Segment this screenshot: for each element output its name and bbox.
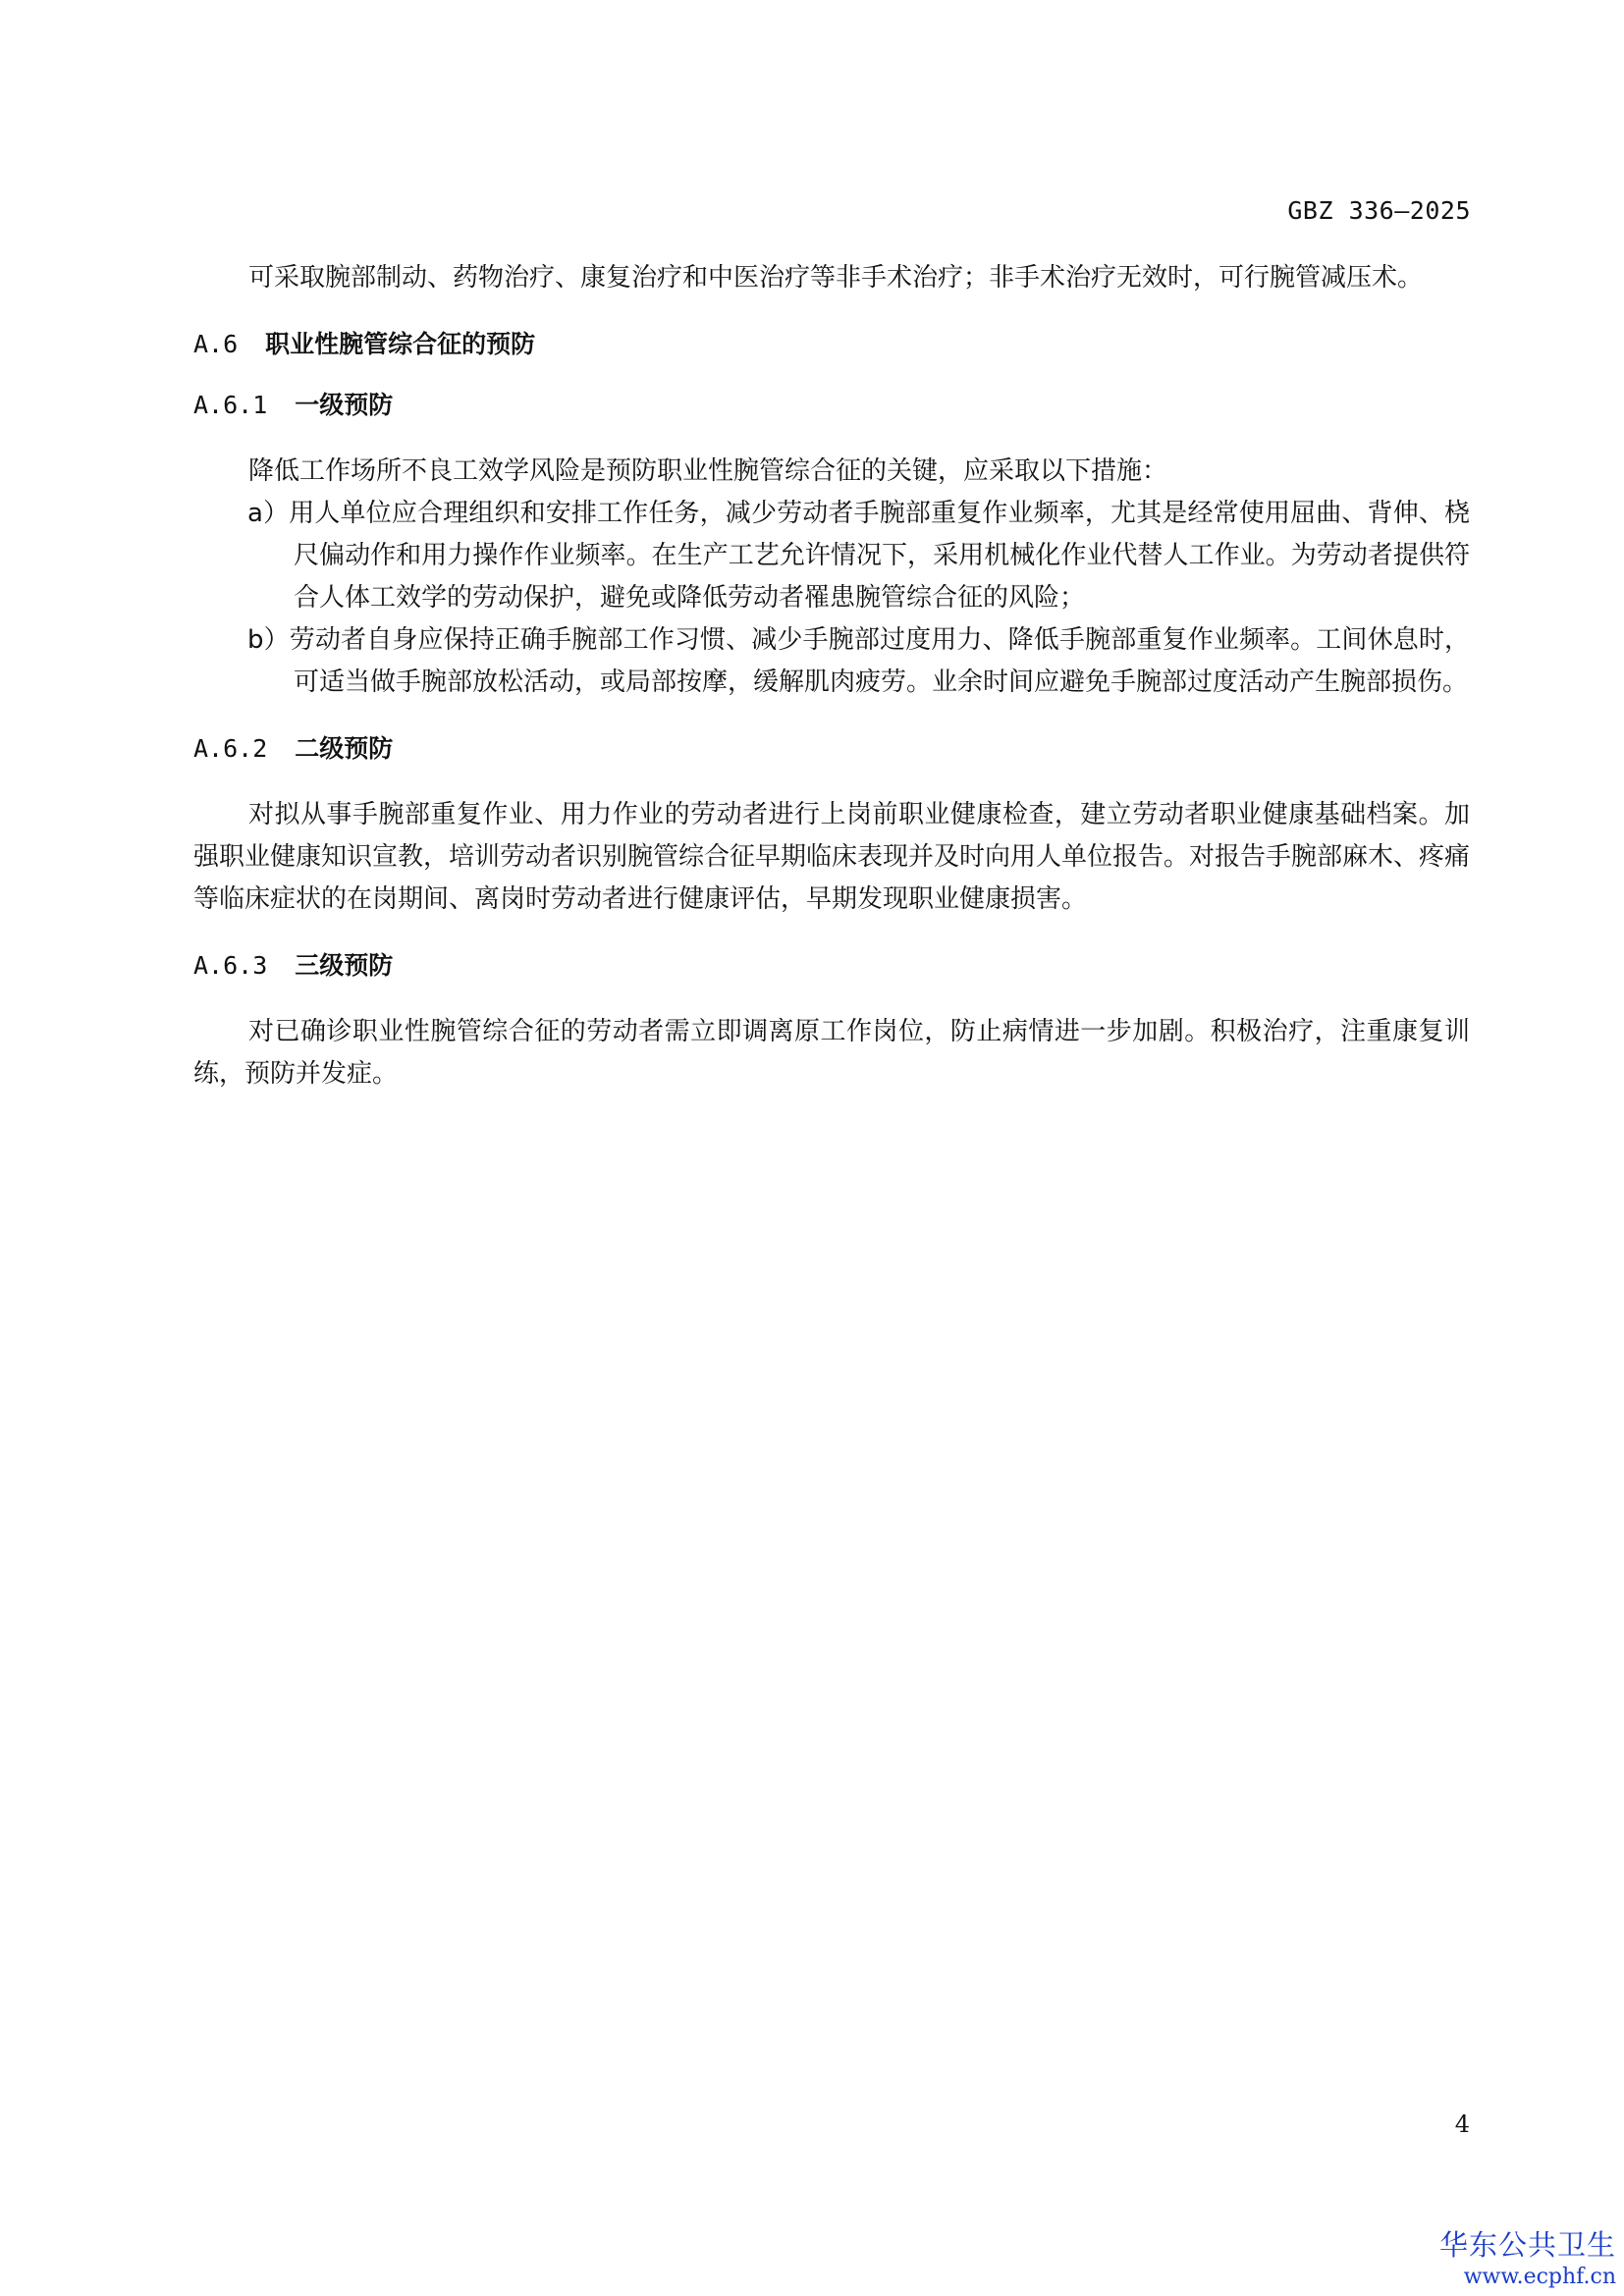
page-content bbox=[193, 257, 1470, 1095]
section-a62-heading bbox=[193, 733, 1470, 765]
document-code: GBZ 336—2025 bbox=[1287, 196, 1471, 225]
section-a6-title: 职业性腕管综合征的预防 bbox=[265, 330, 536, 358]
watermark-url: www.ecphf.cn bbox=[1463, 2265, 1616, 2289]
section-a62-text: 对拟从事手腕部重复作业、用力作业的劳动者进行上岗前职业健康检查，建立劳动者职业健康基础档案。加强职业健康知识宣教，培训劳动者识别腕管综合征早期临床表现并及时向用人单位报告。对报告手腕部麻木、疼痛等临床症状的在岗期间、离岗时劳动者进行健康评估，早期发现职业健康损害。 bbox=[193, 800, 1471, 914]
section-a63-number: A.6.3 bbox=[193, 951, 268, 980]
watermark bbox=[1439, 2227, 1616, 2292]
section-a63-title: 三级预防 bbox=[295, 951, 394, 980]
page-number: 4 bbox=[1454, 2110, 1470, 2138]
watermark-name: 华东公共卫生 bbox=[1438, 2228, 1616, 2262]
section-a62-title: 二级预防 bbox=[295, 734, 394, 763]
section-a61-number: A.6.1 bbox=[193, 391, 268, 419]
section-a63-heading bbox=[193, 950, 1470, 982]
section-a61-intro: 降低工作场所不良工效学风险是预防职业性腕管综合征的关键，应采取以下措施： bbox=[248, 456, 1168, 486]
measures-list bbox=[193, 493, 1470, 704]
section-a6-heading bbox=[193, 329, 1470, 360]
section-a62-number: A.6.2 bbox=[193, 734, 268, 763]
section-a63-text: 对已确诊职业性腕管综合征的劳动者需立即调离原工作岗位，防止病情进一步加剧。积极治疗，注重康复训练，预防并发症。 bbox=[193, 1017, 1470, 1089]
section-a6-number: A.6 bbox=[193, 330, 239, 358]
section-a61-heading bbox=[193, 390, 1470, 421]
list-item: a）用人单位应合理组织和安排工作任务，减少劳动者手腕部重复作业频率，尤其是经常使用屈曲、背伸、桡尺偏动作和用力操作作业频率。在生产工艺允许情况下，采用机械化作业代替人工作业。为劳动者提供符合人体工效学的劳动保护，避免或降低劳动者罹患腕管综合征的风险； bbox=[247, 499, 1470, 613]
intro-paragraph: 可采取腕部制动、药物治疗、康复治疗和中医治疗等非手术治疗；非手术治疗无效时，可行腕管减压术。 bbox=[248, 263, 1424, 293]
list-item: b）劳动者自身应保持正确手腕部工作习惯、减少手腕部过度用力、降低手腕部重复作业频率。工间休息时，可适当做手腕部放松活动，或局部按摩，缓解肌肉疲劳。业余时间应避免手腕部过度活动产生腕部损伤。 bbox=[247, 625, 1470, 697]
section-a61-title: 一级预防 bbox=[295, 391, 394, 419]
